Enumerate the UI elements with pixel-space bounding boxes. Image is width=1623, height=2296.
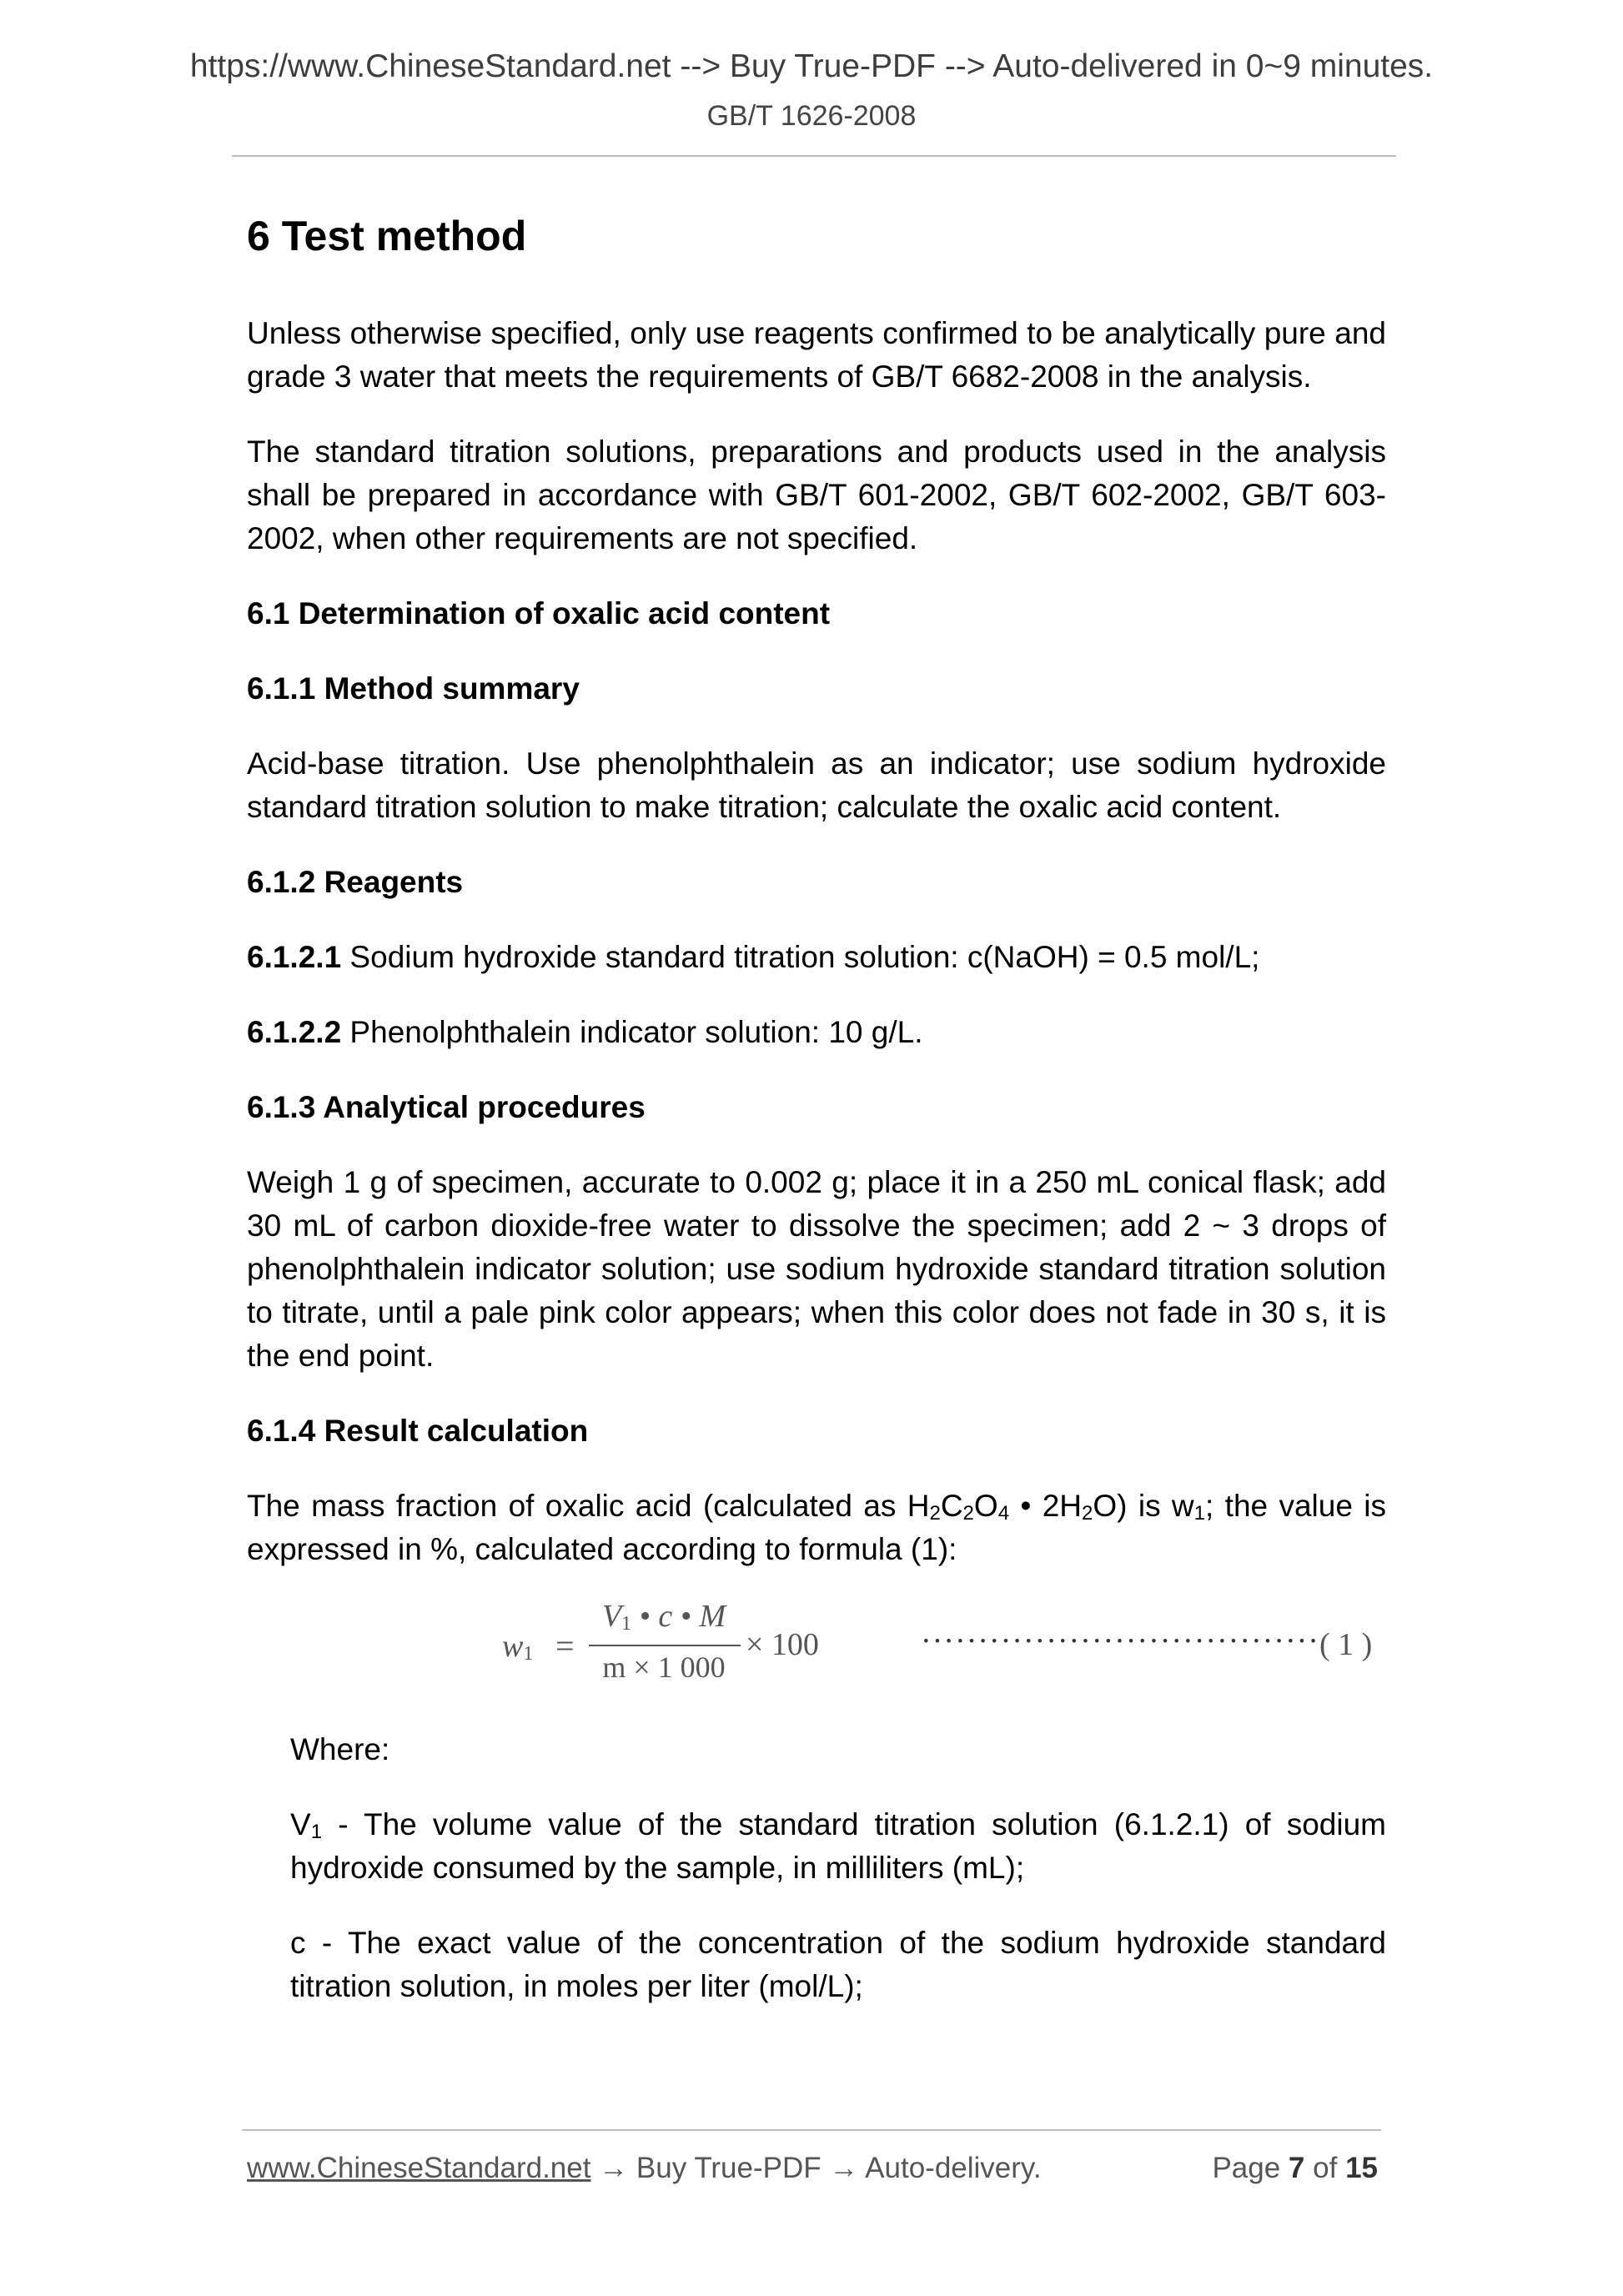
formula-denominator: m × 1 000 <box>602 1650 726 1684</box>
calc-text-part: O) is w <box>1093 1489 1194 1523</box>
footer-divider <box>242 2129 1381 2131</box>
formula-num-v: V <box>601 1599 622 1634</box>
where-v1-text: - The volume value of the standard titration solution (6.1.2.1) of sodium hydroxide consumed by the sample, in milliliters (mL); <box>290 1807 1386 1885</box>
footer-site-link[interactable]: www.ChineseStandard.net <box>247 2152 591 2184</box>
section-title: 6 Test method <box>247 213 527 259</box>
heading-6-1-3: 6.1.3 Analytical procedures <box>247 1090 646 1124</box>
where-block <box>290 1728 1386 2008</box>
reagent-item-2-text: Phenolphthalein indicator solution: 10 g/L. <box>341 1015 923 1049</box>
heading-6-1: 6.1 Determination of oxalic acid content <box>247 596 831 631</box>
footer-page-indicator <box>1212 2152 1378 2185</box>
reagent-item-1-number: 6.1.2.1 <box>247 940 342 974</box>
footer-page-number: 7 <box>1288 2152 1305 2184</box>
formula-lhs <box>502 1628 533 1665</box>
header-divider <box>232 155 1396 157</box>
footer-page-label: Page <box>1212 2152 1281 2184</box>
heading-6-1-1: 6.1.1 Method summary <box>247 671 580 706</box>
procedure-text: Weigh 1 g of specimen, accurate to 0.002 g; place it in a 250 mL conical flask; add 30 mL of carbon dioxide-free water to dissolve the specimen; add 2 ~ 3 drops of phenolphthalein indicator solution; use sodium hydroxide standard titration solution to titrate, until a pale pink color appears; when this color does not fade in 30 s, it is the end point. <box>247 1165 1386 1373</box>
reagent-item-2 <box>247 1011 1386 1054</box>
formula-numerator <box>589 1598 739 1635</box>
intro-paragraph-2: The standard titration solutions, preparations and products used in the analysis shall be prepared in accordance with GB/T 601-2002, GB/T 602-2002, GB/T 603-2002, when other requirements are not specified. <box>247 435 1386 555</box>
header-url-line[interactable]: https://www.ChineseStandard.net --> Buy True-PDF --> Auto-delivered in 0~9 minutes. <box>189 48 1434 84</box>
calc-text-part: C <box>940 1489 963 1523</box>
calc-text-part: • 2H <box>1009 1489 1083 1523</box>
calc-subscript: 4 <box>997 1502 1010 1525</box>
formula-times-100: × 100 <box>746 1627 819 1662</box>
result-calculation-text <box>247 1485 1386 1571</box>
calc-text-part: O <box>973 1489 998 1523</box>
calc-subscript: 2 <box>1082 1502 1093 1525</box>
formula-1 <box>247 1599 1386 1703</box>
calc-text-part: ; the value is expressed in %, calculated according to formula (1): <box>247 1489 1387 1566</box>
formula-num-rest: • c • M <box>631 1599 726 1634</box>
method-summary-text: Acid-base titration. Use phenolphthalein as an indicator; use sodium hydroxide standard titration solution to make titration; calculate the oxalic acid content. <box>247 746 1386 824</box>
formula-leader-dots: ··································· <box>921 1624 1319 1659</box>
header-standard-number: GB/T 1626-2008 <box>706 100 917 132</box>
calc-subscript: 1 <box>1193 1502 1206 1525</box>
footer-left <box>247 2152 1042 2185</box>
where-v1 <box>290 1803 1386 1890</box>
where-v1-subscript: 1 <box>310 1821 323 1843</box>
reagent-item-1-text: Sodium hydroxide standard titration solution: c(NaOH) = 0.5 mol/L; <box>341 940 1260 974</box>
intro-paragraph-1: Unless otherwise specified, only use reagents confirmed to be analytically pure and grade 3 water that meets the requirements of GB/T 6682-2008 in the analysis. <box>247 316 1386 394</box>
calc-subscript: 2 <box>962 1502 974 1525</box>
page-content <box>247 208 1386 2040</box>
calc-text-part: The mass fraction of oxalic acid (calculated as H <box>247 1489 930 1523</box>
reagent-item-2-number: 6.1.2.2 <box>247 1015 342 1049</box>
formula-number: ( 1 ) <box>1319 1627 1373 1662</box>
formula-num-v-subscript: 1 <box>621 1613 632 1635</box>
reagent-item-1 <box>247 936 1386 979</box>
calc-subscript: 2 <box>929 1502 941 1525</box>
formula-fraction-bar <box>589 1645 741 1646</box>
heading-6-1-4: 6.1.4 Result calculation <box>247 1414 589 1448</box>
where-c: c - The exact value of the concentration of the sodium hydroxide standard titration solution, in moles per liter (mol/L); <box>290 1926 1386 2003</box>
formula-lhs-subscript: 1 <box>523 1643 534 1665</box>
footer-of-label: of <box>1313 2152 1338 2184</box>
formula-lhs-symbol: w <box>502 1629 524 1664</box>
where-v1-symbol: V <box>290 1807 311 1841</box>
formula-equals: = <box>555 1627 575 1665</box>
footer-total-pages: 15 <box>1345 2152 1378 2184</box>
footer-tagline: → Buy True-PDF → Auto-delivery. <box>590 2152 1042 2184</box>
where-label: Where: <box>290 1732 390 1766</box>
heading-6-1-2: 6.1.2 Reagents <box>247 865 464 899</box>
